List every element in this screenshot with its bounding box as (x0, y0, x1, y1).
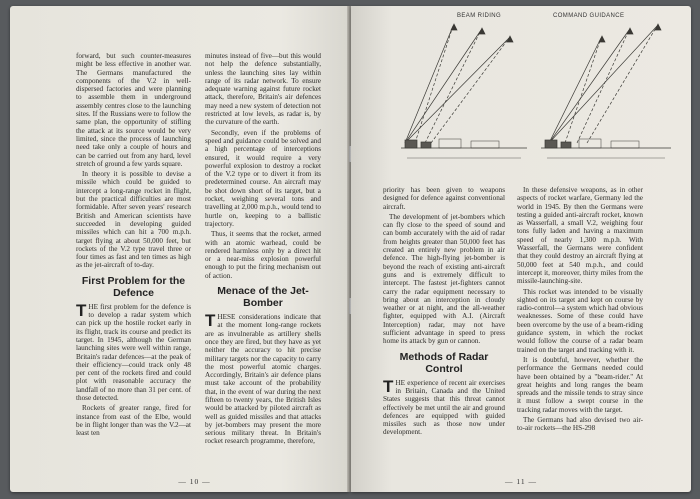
paragraph: It is doubtful, however, whether the performance the Germans needed could have been obtained by a "beam-rider." At great heights and long ranges the beam spreads and the missile tends to stray since it must follow a swept course in the tracking radar moves with the target. (517, 355, 643, 414)
paragraph: Secondly, even if the problems of speed and guidance could be solved and a high percentage of interceptions ensured, it would require a very powerful explosion to destroy a rocket of the V.2 type or to divert it from its predetermined course. An aircraft may be shot down short of its target, but a rocket, weighing several tons and travelling at 2,000 m.p.h., would tend to hurtle on, keeping to a ballistic trajectory. (205, 128, 321, 228)
beam-riding-panel (401, 24, 527, 158)
page-number: — 11 — (505, 477, 537, 486)
paragraph: THESE considerations indicate that at the moment long-range rockets are as invulnerable as artillery shells once they are fired, but they have as yet neither the accuracy to hit precise military targets nor the capacity to carry the most powerful atomic charges. Accordingly, Britain's air defence plans must take account of the probability that, in the event of war during the next fifteen to twenty years, the British Isles would be attacked by piloted aircraft as well as guided missiles and that attacks by jet-bombers may present the more serious military threat. In Britain's rocket research programme, therefore, (205, 311, 321, 446)
paragraph: The development of jet-bombers which can fly close to the speed of sound and can bomb accurately with the aid of radar from heights greater than 50,000 feet has created an entirely new problem in air defence. The high-flying jet-bomber is beyond the reach of existing anti-aircraft guns and is extremely difficult to intercept. The fastest jet-fighters cannot carry the radar equipment necessary to bring about an interception in cloudy weather or at night, and the all-weather fighter, equipped with A.I. (Aircraft Interception) radar, may not have sufficient advantage in speed to press home its attack by gun or cannon. (383, 212, 505, 346)
paragraph: forward, but such counter-measures might be less effective in another war. The Germans manufactured the components of the V.2 in well-dispersed factories and were planning to assemble them in underground assembly centres close to the launching sites. If the Russians were to follow the same plan, the opportunity of stifling the attack at its source would be very limited, since the process of launching need take only a couple of hours and can be carried out from any hard, level stretch of ground a few yards square. (76, 52, 191, 168)
drop-cap: T (205, 311, 216, 331)
left-page (10, 6, 349, 492)
section-heading: Methods of Radar Control (399, 350, 489, 375)
beam-riding-label: BEAM RIDING (457, 13, 502, 19)
left-column-1 (76, 52, 191, 439)
right-column-1 (383, 186, 505, 439)
paragraph: Rockets of greater range, fired for instance from east of the Elbe, would be in flight longer than was the V.2—at least ten (76, 404, 191, 438)
paragraph: THE experience of recent air exercises in Britain, Canada and the United States suggests that this threat cannot effectively be met until the air and ground defences are equipped with guided missiles such as those now under development. (383, 376, 505, 437)
paragraph: minutes instead of five—but this would not help the defence substantially, unless the launching sites lay within range of its radar network. To ensure adequate warning against future rocket attack, therefore, Britain's air defences may need a new system of detection not restricted at low levels, as radar is, by the curvature of the earth. (205, 52, 321, 127)
command-guidance-label: COMMAND GUIDANCE (553, 13, 625, 19)
section-heading: Menace of the Jet-Bomber (217, 285, 309, 310)
paragraph: The Germans had also devised two air-to-air rockets—the HS-298 (517, 416, 643, 433)
paragraph: In theory it is possible to devise a missile which could be guided to intercept a long-range rocket in flight, but the practical difficulties are most formidable. After seven years' research British and American scientists have succeeded in developing guided missiles which can hit a 700 m.p.h. target flying at about 50,000 feet, but rockets of the V.2 type travel three or four times as fast and ten times as high as the jet-aircraft of to-day. (76, 170, 191, 270)
paragraph: Thus, it seems that the rocket, armed with an atomic warhead, could be rendered harmless only by a direct hit or a near-miss explosion powerful enough to put the firing mechanism out of action. (205, 230, 321, 280)
paragraph: This rocket was intended to be visually sighted on its target and kept on course by radio-control—a system which had obvious weaknesses. Some of these could have been overcome by the use of a beam-riding guidance system, in which the rocket would follow the course of a radar beam trained on the target and tracking with it. (517, 287, 643, 354)
paragraph: THE first problem for the defence is to develop a radar system which can pick up the hostile rocket early in its flight, track its course and predict its target. In 1945, although the German launching sites were well within range, Britain's radar defences—at the peak of their efficiency—could track only 48 per cent of the rockets fired and could plot with reasonable accuracy the landfall of no more than 31 per cent. of those detected. (76, 300, 191, 402)
paragraph: priority has been given to weapons designed for defence against conventional aircraft. (383, 186, 505, 211)
drop-cap: T (383, 376, 394, 396)
section-heading: First Problem for the Defence (81, 274, 186, 299)
left-column-2 (205, 52, 321, 448)
command-guidance-panel (541, 24, 671, 158)
open-booklet (10, 6, 692, 494)
drop-cap: T (76, 300, 87, 320)
paragraph: In these defensive weapons, as in other aspects of rocket warfare, Germany led the world in 1945. By then the Germans were testing a guided anti-aircraft rocket, known as Wasserfall, a small V.2, weighing four tons fully laden and having a maximum speed of nearly 1,300 m.p.h. With Wasserfall, the Germans were confident that they could destroy an aircraft flying at 50,000 feet at 540 m.p.h., and could intercept it, moreover, thirty miles from the missile-launching-site. (517, 186, 643, 286)
page-number: — 10 — (178, 477, 211, 486)
right-column-2 (517, 186, 643, 435)
guidance-diagram (401, 8, 673, 170)
right-page (351, 6, 691, 492)
